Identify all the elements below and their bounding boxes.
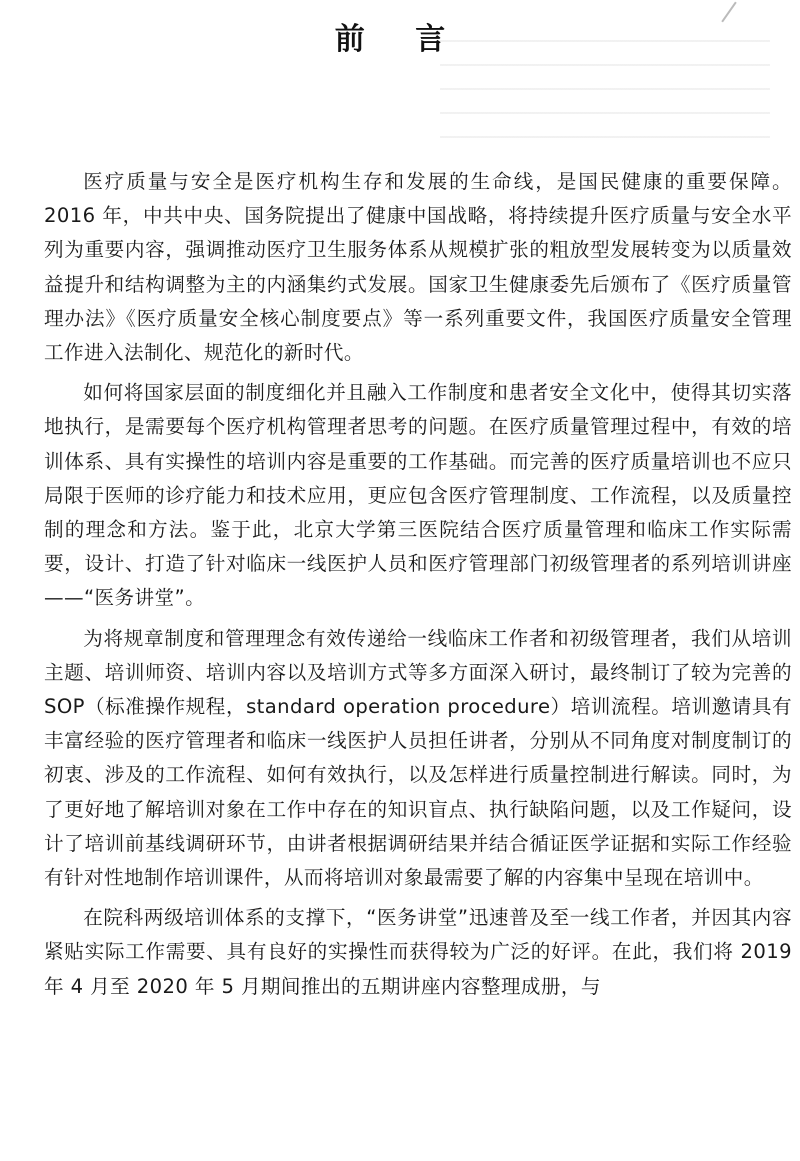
- page-title: 前 言: [334, 22, 466, 57]
- body-text: [44, 165, 792, 1010]
- paragraph-2: 如何将国家层面的制度细化并且融入工作制度和患者安全文化中，使得其切实落地执行，是需要每个医疗机构管理者思考的问题。在医疗质量管理过程中，有效的培训体系、具有实操性的培训内容是重要的工作基础。而完善的医疗质量培训也不应只局限于医师的诊疗能力和技术应用，更应包含医疗管理制度、工作流程，以及质量控制的理念和方法。鉴于此，北京大学第三医院结合医疗质量管理和临床工作实际需要，设计、打造了针对临床一线医护人员和医疗管理部门初级管理者的系列培训讲座——“医务讲堂”。: [44, 381, 792, 610]
- bleed-through-text: [440, 40, 770, 160]
- paragraph-1: 医疗质量与安全是医疗机构生存和发展的生命线，是国民健康的重要保障。2016 年，中共中央、国务院提出了健康中国战略，将持续提升医疗质量与安全水平列为重要内容，强调推动医疗卫生服务体系从规模扩张的粗放型发展转变为以质量效益提升和结构调整为主的内涵集约式发展。国家卫生健康委先后颁布了《医疗质量管理办法》《医疗质量安全核心制度要点》等一系列重要文件，我国医疗质量安全管理工作进入法制化、规范化的新时代。: [44, 170, 792, 365]
- paragraph-4: 在院科两级培训体系的支撑下，“医务讲堂”迅速普及至一线工作者，并因其内容紧贴实际工作需要、具有良好的实操性而获得较为广泛的好评。在此，我们将 2019 年 4 月至 2020 年 5 月期间推出的五期讲座内容整理成册，与: [44, 906, 792, 998]
- paragraph-3: 为将规章制度和管理理念有效传递给一线临床工作者和初级管理者，我们从培训主题、培训师资、培训内容以及培训方式等多方面深入研讨，最终制订了较为完善的 SOP（标准操作规程，standard operation procedure）培训流程。培训邀请具有丰富经验的医疗管理者和临床一线医护人员担任讲者，分别从不同角度对制度制订的初衷、涉及的工作流程、如何有效执行，以及怎样进行质量控制进行解读。同时，为了更好地了解培训对象在工作中存在的知识盲点、执行缺陷问题，以及工作疑问，设计了培训前基线调研环节，由讲者根据调研结果并结合循证医学证据和实际工作经验有针对性地制作培训课件，从而将培训对象最需要了解的内容集中呈现在培训中。: [44, 626, 792, 890]
